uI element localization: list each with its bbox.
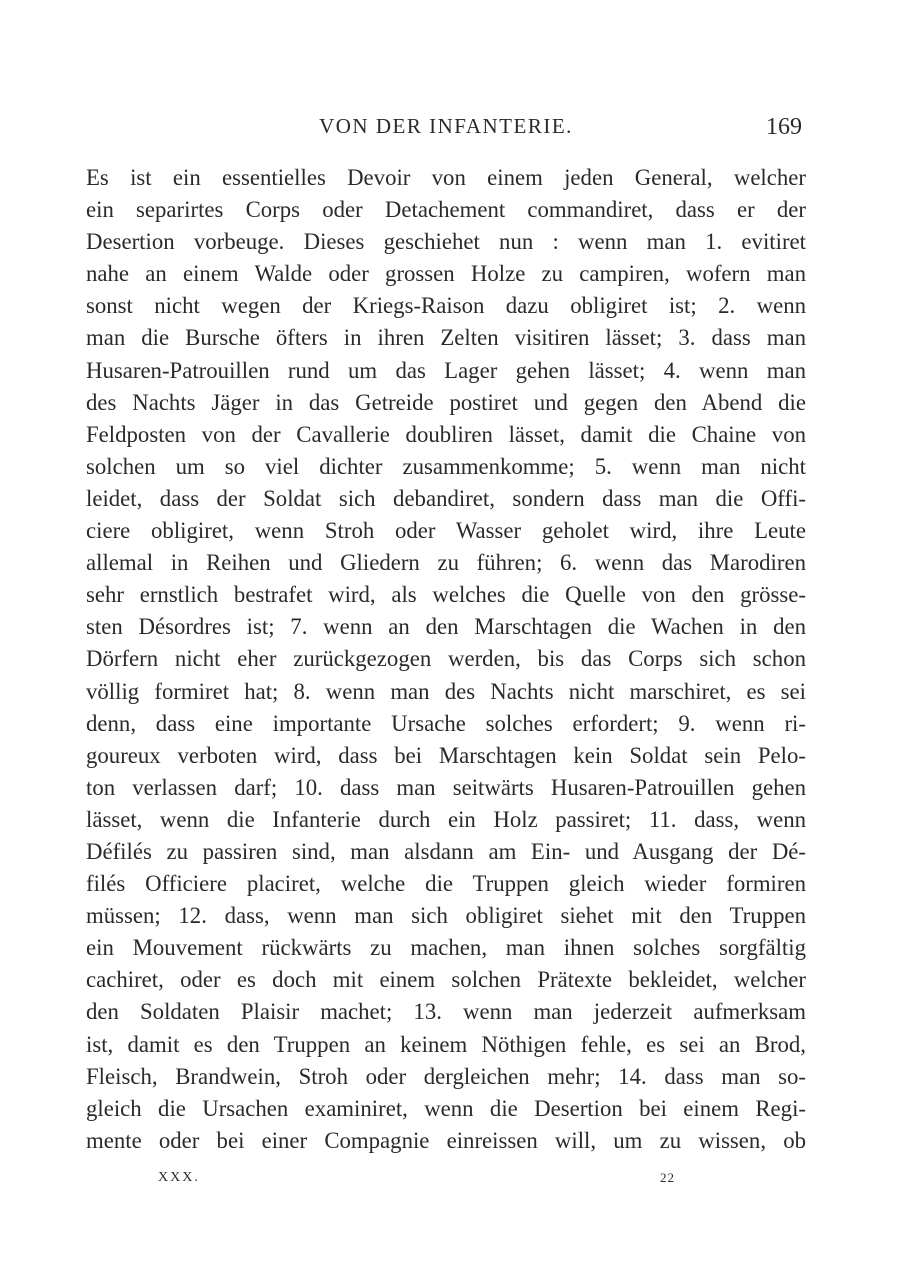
text-line: Feldposten von der Cavallerie doubliren lässet, damit die Chaine von (86, 421, 806, 447)
text-line: Es ist ein essentielles Devoir von einem jeden General, welcher (86, 165, 806, 190)
body-paragraph (86, 162, 806, 1157)
running-title: VON DER INFANTERIE. (319, 114, 573, 138)
text-line: sehr ernstlich bestrafet wird, als welches die Quelle von den grösse- (86, 582, 806, 608)
text-line: lässet, wenn die Infanterie durch ein Holz passiret; 11. dass, wenn (86, 806, 806, 832)
text-line: Défilés zu passiren sind, man alsdann am Ein- und Ausgang der Dé- (86, 838, 806, 864)
page-footer (86, 1170, 806, 1194)
text-line: sten Désordres ist; 7. wenn an den Marschtagen die Wachen in den (86, 614, 806, 640)
text-line: völlig formiret hat; 8. wenn man des Nachts nicht marschiret, es sei (86, 678, 806, 704)
text-line: ein Mouvement rückwärts zu machen, man ihnen solches sorgfältig (86, 935, 806, 961)
sheet-number: 22 (660, 1170, 675, 1185)
text-line: des Nachts Jäger in das Getreide postiret und gegen den Abend die (86, 389, 806, 415)
text-line: leidet, dass der Soldat sich debandiret, sondern dass man die Offi- (86, 485, 806, 511)
text-line: sonst nicht wegen der Kriegs-Raison dazu obligiret ist; 2. wenn (86, 293, 806, 319)
text-line: Dörfern nicht eher zurückgezogen werden, bis das Corps sich schon (86, 646, 806, 672)
text-line: Husaren-Patrouillen rund um das Lager gehen lässet; 4. wenn man (86, 357, 806, 383)
text-line: mente oder bei einer Compagnie einreissen will, um zu wissen, ob (86, 1127, 806, 1153)
text-line: denn, dass eine importante Ursache solches erfordert; 9. wenn ri- (86, 710, 806, 736)
text-line: allemal in Reihen und Gliedern zu führen; 6. wenn das Marodiren (86, 550, 806, 576)
page-header (86, 114, 806, 150)
text-line: gleich die Ursachen examiniret, wenn die Desertion bei einem Regi- (86, 1095, 806, 1121)
text-line: nahe an einem Walde oder grossen Holze zu campiren, wofern man (86, 261, 806, 287)
text-line: den Soldaten Plaisir machet; 13. wenn man jederzeit aufmerksam (86, 999, 806, 1025)
text-line: müssen; 12. dass, wenn man sich obligiret siehet mit den Truppen (86, 903, 806, 929)
text-line: ciere obligiret, wenn Stroh oder Wasser geholet wird, ihre Leute (86, 518, 806, 544)
text-line: ist, damit es den Truppen an keinem Nöthigen fehle, es sei an Brod, (86, 1031, 806, 1057)
text-line: goureux verboten wird, dass bei Marschtagen kein Soldat sein Pelo- (86, 742, 806, 768)
text-line: ton verlassen darf; 10. dass man seitwärts Husaren-Patrouillen gehen (86, 774, 806, 800)
text-line: cachiret, oder es doch mit einem solchen Prätexte bekleidet, welcher (86, 967, 806, 993)
text-line: man die Bursche öfters in ihren Zelten visitiren lässet; 3. dass man (86, 325, 806, 351)
text-line: ein separirtes Corps oder Detachement commandiret, dass er der (86, 197, 806, 223)
text-line: Desertion vorbeuge. Dieses geschiehet nun : wenn man 1. evitiret (86, 229, 806, 255)
text-line: filés Officiere placiret, welche die Truppen gleich wieder formiren (86, 871, 806, 897)
text-line: Fleisch, Brandwein, Stroh oder dergleichen mehr; 14. dass man so- (86, 1063, 806, 1089)
text-line: solchen um so viel dichter zusammenkomme; 5. wenn man nicht (86, 453, 806, 479)
page-number: 169 (766, 114, 802, 140)
signature-mark: XXX. (158, 1170, 200, 1185)
